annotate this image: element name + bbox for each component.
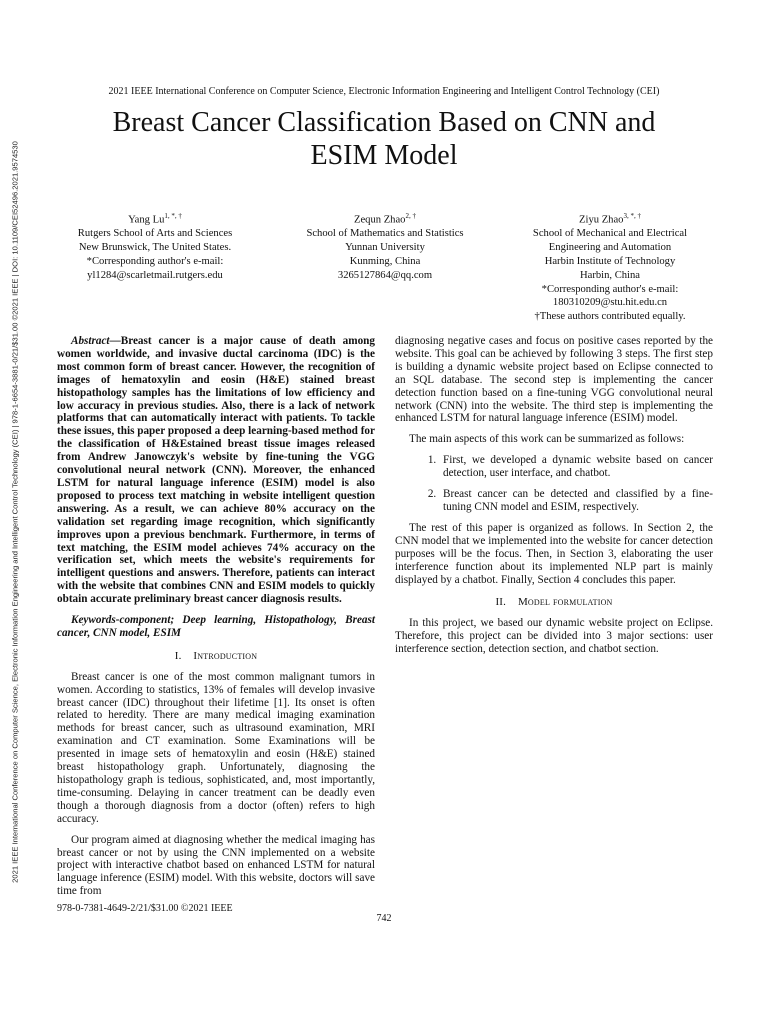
copyright-footnote: 978-0-7381-4649-2/21/$31.00 ©2021 IEEE xyxy=(57,903,233,914)
author-name: Zequn Zhao$^{2, \dagger}$ xyxy=(354,212,416,226)
author-affiliation-cont: Engineering and Automation xyxy=(548,242,672,254)
author-email: yl1284@scarletmail.rutgers.edu xyxy=(87,269,223,281)
title-line-2: ESIM Model xyxy=(310,140,458,171)
author-university: Harbin Institute of Technology xyxy=(544,255,676,267)
author-university: Yunnan University xyxy=(345,242,425,254)
body-paragraph: The main aspects of this work can be summarized as follows: xyxy=(409,433,685,446)
author-email: 3265127864@qq.com xyxy=(337,269,433,281)
author-affiliation: School of Mechanical and Electrical xyxy=(532,228,688,240)
author-block-2 xyxy=(280,210,490,283)
abstract-text: —Breast cancer is a major cause of death among women worldwide, and invasive ductal carcinoma (IDC) is the most common form of breast cancer. However, the recognition of images of hematoxylin and eosin (H&E) stained breast histopathology samples has the limitations of low efficiency and low accuracy in previous studies. Also, there is a lack of network platforms that can automatically interact with patients. To tackle these issues, this paper proposed a deep learning-based method for the classification of H&Estained breast tissue images released from Andrew Janowczyk's website by fine-tuning the VGG convolutional neural network (CNN). Moreover, the enhanced LSTM for natural language inference (ESIM) model is also proposed to process text matching in website intelligent question answering. As a result, we can achieve 80% accuracy on the validation set regarding image recognition, which significantly improves upon a previous benchmark. Furthermore, in terms of text matching, the ESIM model achieves 74% accuracy on the verification set, which meets the website's requirements for intelligent questions and answers. Therefore, patients can interact with the website that combines CNN and ESIM models to quickly obtain accurate preliminary breast cancer diagnosis results. xyxy=(57,335,375,606)
author-email: 180310209@stu.hit.edu.cn xyxy=(552,297,668,309)
author-location: Harbin, China xyxy=(579,269,641,281)
contribution-list xyxy=(395,454,713,514)
author-location: New Brunswick, The United States. xyxy=(78,242,232,254)
paper-title xyxy=(60,106,708,172)
right-column xyxy=(395,335,713,656)
author-affiliation: Rutgers School of Arts and Sciences xyxy=(77,228,233,240)
author-affiliation: School of Mathematics and Statistics xyxy=(306,228,464,240)
author-location: Kunming, China xyxy=(349,255,421,267)
conference-header: 2021 IEEE International Conference on Computer Science, Electronic Information Engineering and Intelligent Control Technology (CEI) xyxy=(108,86,660,97)
author-note: *Corresponding author's e-mail: xyxy=(541,283,679,295)
sidebar-doi-strip xyxy=(4,0,26,1024)
list-item: 2. Breast cancer can be detected and classified by a fine-tuning CNN model and ESIM, respectively. xyxy=(439,488,713,514)
abstract xyxy=(57,335,375,606)
page-number: 742 xyxy=(376,913,392,924)
list-item: 1. First, we developed a dynamic website based on cancer detection, user interface, and chatbot. xyxy=(439,454,713,480)
author-block-1 xyxy=(50,210,260,283)
title-line-1: Breast Cancer Classification Based on CNN and xyxy=(112,107,656,138)
body-paragraph: In this project, we based our dynamic website project on Eclipse. Therefore, this project can be divided into 3 major sections: user interference section, detection section, and chatbot section. xyxy=(395,617,713,656)
intro-paragraph-1: Breast cancer is one of the most common malignant tumors in women. According to statistics, 13% of females will develop invasive breast cancer (IDC) throughout their lifetime [1]. Its onset is often related to heredity. There are many medical imaging examination methods for breast cancer, such as ultrasound examination, MRI examination and CT examination. Some Examinations will be presented in image sets of hematoxylin and eosin (H&E) stained breast histopathology graph. Unfortunately, diagnosing the histopathology graph is tedious, sophisticated, and, most importantly, time-consuming. Delaying in cancer treatment can be deadly even though a thorough diagnosis from a doctor (often) refers to high accuracy. xyxy=(57,670,375,825)
author-note: *Corresponding author's e-mail: xyxy=(86,255,224,267)
intro-paragraph-2: Our program aimed at diagnosing whether the medical imaging has breast cancer or not by using the CNN implemented on a website project with interactive chatbot based on enhanced LSTM for natural language inference (ESIM) model. With this website, doctors will save time from xyxy=(57,833,375,898)
keywords: Keywords-component; Deep learning, Histopathology, Breast cancer, CNN model, ESIM xyxy=(57,614,375,639)
body-paragraph: The rest of this paper is organized as follows. In Section 2, the CNN model that we implemented into the website for cancer detection purposes will be the focus. Then, in Section 3, elaborating the user interference function about its implemented NLP part is mainly displayed by a chatbot. Finally, Section 4 concludes this paper. xyxy=(395,521,713,586)
equal-contribution-note: †These authors contributed equally. xyxy=(534,311,686,323)
section-heading-introduction: I. Introduction xyxy=(174,649,258,662)
author-name: Ziyu Zhao$^{3, *, \dagger}$ xyxy=(579,212,641,226)
sidebar-doi-text: 2021 IEEE International Conference on Computer Science, Electronic Information Engineering and Intelligent Control Technology (CEI) | 978-1-6654-3881-0/21/$31.00 ©2021 IEEE | DOI: 10.1109/CEI52496.2021.9574530 xyxy=(10,141,20,883)
author-block-3 xyxy=(505,210,715,324)
left-column xyxy=(57,335,375,898)
author-name: Yang $Lu^{1, *, \dagger}$ xyxy=(128,212,182,226)
section-heading-model-formulation: II. Model formulation xyxy=(495,596,613,609)
body-paragraph: diagnosing negative cases and focus on positive cases reported by the website. This goal can be achieved by following 3 steps. The first step is building a dynamic website project based on Eclipse connected to an SQL database. The second step is implementing the cancer detection function based on a fine-tuning VGG convolutional neural network (CNN) into the website. The third step is implementing the enhanced LSTM for natural language inference (ESIM) model. xyxy=(395,335,713,425)
abstract-label: Abstract xyxy=(71,335,110,347)
